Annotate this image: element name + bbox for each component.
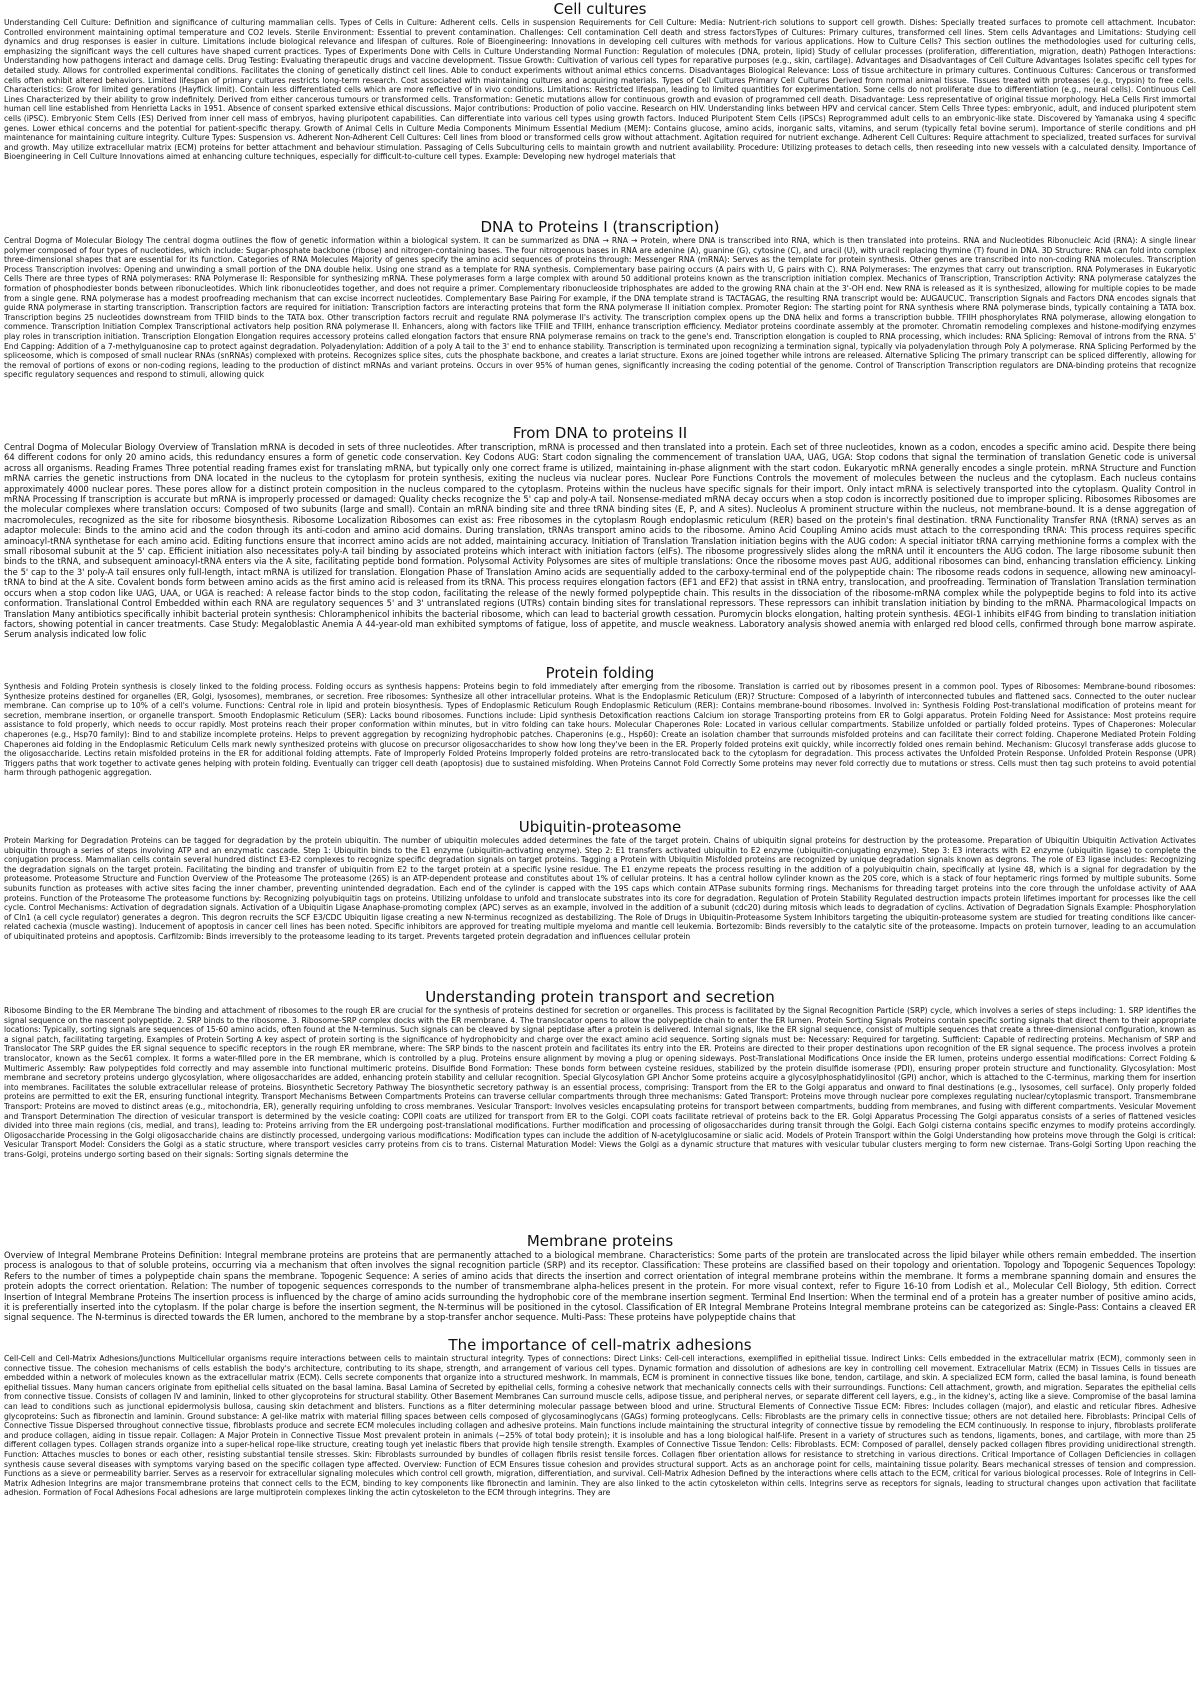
section-body: Ribosome Binding to the ER Membrane The binding and attachment of ribosomes to the rough ER are crucial for the synthesis of proteins destined for secretion or organelles. This process is facilitated by the Signal Recognition Particle (SRP) cycle, which involves a series of steps including: 1. SRP identifies the signal sequence on the nascent polypeptide. 2. SRP binds to the ribosome. 3. Ribosome-SRP complex docks with the ER membrane. 4. The translocator opens to allow the polypeptide chain to enter the ER lumen. Protein Sorting Signals Proteins contain specific sorting signals that direct them to their appropriate locations: Typically, sorting signals are sequences of 15-60 amino acids, often found at the N-terminus. Such signals can be cleaved by signal peptidase after a protein is delivered. Internal signals, like the ER signal sequence, consist of multiple sequences that create a three-dimensional configuration, known as a signal patch, facilitating targeting. Examples of Protein Sorting A key aspect of protein sorting is the significance of hydrophobicity and charge over the exact amino acid sequence. Sorting signals must be: Necessary: Required for targeting. Sufficient: Capable of redirecting proteins. Mechanism of SRP and Translocator The SRP guides the ER signal sequence to specific receptors in the rough ER membrane, where: The SRP binds to the nascent protein and facilitates its entry into the ER. Proteins are directed to their proper destinations upon recognition of the ER signal sequence. The process involves a protein translocator, known as the Sec61 complex. It forms a water-filled pore in the ER membrane, which is controlled by a plug. Proteins ensure alignment by moving a plug or opening sideways. Post-Translational Modifications Once inside the ER lumen, proteins undergo essential modifications: Correct Folding & Multimeric Assembly: Raw polypeptides fold correctly and may assemble into functional multimeric proteins. Disulfide Bond Formation: These bonds form between cysteine residues, stabilized by the protein disulfide isomerase (PDI), ensuring proper protein structure and functionality. Glycosylation: Most membrane and secretory proteins undergo glycosylation, where oligosaccharides are added, enhancing protein stability and cellular recognition. Special Glycosylation GPI Anchor Some proteins acquire a glycosylphosphatidylinositol (GPI) anchor, which is attached to the C-terminus, marking them for insertion into membranes. Facilitates the soluble extracellular release of proteins. Biosynthetic Secretory Pathway The biosynthetic secretory pathway is an essential process, comprising: Transport from the ER to the Golgi apparatus and onward to final destinations (e.g., lysosomes, cell surface). Only properly folded proteins are permitted to exit the ER, ensuring functional integrity. Transport Mechanisms Between Compartments Proteins can traverse cellular compartments through three mechanisms: Gated Transport: Proteins move through nuclear pore complexes regulating nuclear/cytoplasmic transport. Transmembrane Transport: Proteins are moved to distinct areas (e.g., mitochondria, ER), generally requiring unfolding to cross membranes. Vesicular Transport: Involves vesicles encapsulating proteins for transport between compartments, budding from membranes, and fusing with different compartments. Vesicular Movement and Transport Determination The direction of vesicular transport is determined by the vesicle coating: COPII coats are utilized for transport from ER to the Golgi. COPI coats facilitate retrieval of proteins back to the ER. Golgi Apparatus Processing The Golgi apparatus consists of a series of flattened vesicles divided into three main regions (cis, medial, and trans), leading to: Proteins arriving from the ER undergoing post-translational modifications. Further modification and processing of oligosaccharides during transit through the Golgi. Each Golgi cisterna contains specific enzymes to modify proteins accordingly. Oligosaccharide Processing in the Golgi oligosaccharide chains are distinctly processed, undergoing various modifications: Modification types can include the addition of N-acetylglucosamine or sialic acid. Models of Protein Transport within the Golgi Understanding how proteins move through the Golgi is critical: Vesicular Transport Model: Considers the Golgi as a static structure, where transport vesicles carry proteins from cis to trans. Cisternal Maturation Model: Views the Golgi as a dynamic structure that matures with vesicular tubular clusters merging to form new cisternae. Trans-Golgi Sorting Upon reaching the trans-Golgi, proteins undergo sorting based on their signals: Sorting signals determine the [4,1006,1196,1159]
section-body: Overview of Integral Membrane Proteins Definition: Integral membrane proteins are proteins that are permanently attached to a biological membrane. Characteristics: Some parts of the protein are translocated across the lipid bilayer while others remain embedded. The insertion process is analogous to that of soluble proteins, occurring via a mechanism that often involves the signal recognition particle (SRP) and its receptor. Classification: These proteins are classified based on their topology and orientation. Topology and Topogenic Sequences Topology: Refers to the number of times a polypeptide chain spans the membrane. Topogenic Sequence: A series of amino acids that directs the insertion and correct orientation of integral membrane proteins within the membrane. It forms a membrane spanning domain and ensures the protein adopts the correct orientation. Relation: The number of topogenic sequences corresponds to the number of transmembrane alpha-helices present in the protein. For more visual context, refer to Figure 16-10 from Lodish et al., Molecular Cell Biology, 5th edition. Correct Insertion of Integral Membrane Proteins The insertion process is influenced by the charge of amino acids surrounding the hydrophobic core of the membrane insertion segment. Terminal End Insertion: When the terminal end of a protein has a greater number of positive amino acids, it is preferentially inserted into the cytoplasm. If the polar charge is before the insertion segment, the N-terminus will be positioned in the cytosol. Classification of ER Integral Membrane Proteins Integral membrane proteins can be categorized as: Single-Pass: Contains a cleaved ER signal sequence. The N-terminus is directed towards the ER lumen, anchored to the membrane by a stop-transfer anchor sequence. Multi-Pass: These proteins have polypeptide chains that [4,1250,1196,1323]
section-protein-folding [4,664,1196,816]
section-body: Understanding Cell Culture: Definition and significance of culturing mammalian cells. Types of Cells in Culture: Adherent cells. Cells in suspension Requirements for Cell Culture: Media: Nutrient-rich solutions to support cell growth. Dishes: Specially treated surfaces to promote cell attachment. Incubator: Controlled environment maintaining optimal temperature and CO2 levels. Sterile Environment: Essential to prevent contamination. Challenges: Cell contamination Cell death and stress factorsTypes of Cultures: Primary cultures, transformed cell lines. Stem cells Advantages and Limitations: Studying cell dynamics and drug responses is easier in culture. Limitations include biological relevance and lifespan of cultures. Role of Bioengineering: Innovations in developing cell cultures with methods for various applications. How to Culture Cells? This section outlines the methodologies used for culturing cells, emphasizing the significant ways the cell cultures have shaped current practices. Types of Experiments Done with Cells in Culture Understanding Normal Function: Regulation of molecules (DNA, protein, lipid) Study of cellular processes (proliferation, differentiation, migration, death) Pathogen Interactions: Understanding how pathogens interact and damage cells. Drug Testing: Evaluating therapeutic drugs and vaccine development. Tissue Growth: Cultivation of various cell types for reparative purposes (e.g., skin, cartilage). Advantages and Disadvantages of Cell Culture Advantages Isolates specific cell types for detailed study. Allows for controlled experimental conditions. Facilitates the cloning of genetically distinct cell lines. Able to conduct experiments without animal ethics concerns. Disadvantages Biological Relevance: Loss of tissue architecture in primary cultures. Continuous Cultures: Cancerous or transformed cells often exhibit altered behaviors. Limited lifespan of primary cultures restricts long-term research. Cost associated with maintaining cultures and acquiring materials. Types of Cell Cultures Primary Cell Cultures Derived from normal animal tissue. Tissues treated with proteases (e.g., trypsin) to free cells. Characteristics: Grow for limited generations (Hayflick limit). Contain less differentiated cells which are more reflective of in vivo conditions. Limitations: Restricted lifespan, leading to limited quantities for experimentation. Some cells do not proliferate due to differentiation (e.g., neural cells). Continuous Cell Lines Characterized by their ability to grow indefinitely. Derived from either cancerous tumours or transformed cells. Transformation: Genetic mutations allow for continuous growth and evasion of programmed cell death. Disadvantage: Less representative of original tissue morphology. HeLa Cells First immortal human cell line established from Henrietta Lacks in 1951. Absence of consent sparked extensive ethical discussions. Major contributions: Production of polio vaccine. Research on HIV. Understanding links between HPV and cervical cancer. Stem Cells Three types: embryonic, adult, and induced pluripotent stem cells (iPSC). Embryonic Stem Cells (ES) Derived from inner cell mass of embryos, having pluripotent capabilities. Can differentiate into various cell types using growth factors. Induced Pluripotent Stem Cells (iPSCs) Reprogrammed adult cells to an embryonic-like state. Discovered by Yamanaka using 4 specific genes. Lower ethical concerns and the potential for patient-specific therapy. Growth of Animal Cells in Culture Media Components Minimum Essential Medium (MEM): Contains glucose, amino acids, inorganic salts, vitamins, and serum (typically fetal bovine serum). Importance of sterile conditions and pH maintenance for maintaining culture integrity. Culture Types: Suspension vs. Adherent Non-Adherent Cell Cultures: Cell lines from blood or transformed cells grow without attachment. Agitation required for nutrient exchange. Adherent Cell Cultures: Require attachment to specialized, treated surfaces for survival and growth. May utilize extracellular matrix (ECM) proteins for better attachment and behaviour stimulation. Passaging of Cells Subculturing cells to maintain growth and nutrient availability. Procedure: Utilizing proteases to detach cells, then reseeding into new vessels with a calculated density. Importance of Bioengineering in Cell Culture Innovations aimed at enhancing culture techniques, especially for difficult-to-culture cell types. Example: Developing new hydrogel materials that [4,18,1196,162]
section-body: Synthesis and Folding Protein synthesis is closely linked to the folding process. Folding occurs as synthesis happens: Proteins begin to fold immediately after emerging from the ribosome. Translation is carried out by ribosomes present in a common pool. Types of Ribosomes: Membrane-bound ribosomes: Synthesize proteins destined for organelles (ER, Golgi, lysosomes), membranes, or secretion. Free ribosomes: Synthesize all other intracellular proteins. What is the Endoplasmic Reticulum (ER)? Structure: Composed of a labyrinth of interconnected tubules and flattened sacs. Connected to the outer nuclear membrane. Can comprise up to 10% of a cell's volume. Functions: Central role in lipid and protein biosynthesis. Types of Endoplasmic Reticulum Rough Endoplasmic Reticulum (RER): Contains membrane-bound ribosomes. Involved in: Synthesis Folding Post-translational modification of proteins meant for secretion, membrane insertion, or organelle transport. Smooth Endoplasmic Reticulum (SER): Lacks bound ribosomes. Functions include: Lipid synthesis Detoxification reactions Calcium ion storage Transporting proteins from ER to Golgi apparatus. Protein Folding Need for Assistance: Most proteins require assistance to fold properly, which needs to occur rapidly. Most proteins reach their proper conformation within minutes, but in vitro folding can take hours. Molecular Chaperones Role: Located in various cellular compartments. Stabilize unfolded or partially folded proteins. Types of Chaperones: Molecular chaperones (e.g., Hsp70 family): Bind to and stabilize incomplete proteins. Helps to prevent aggregation by recognizing hydrophobic patches. Chaperonins (e.g., Hsp60): Create an isolation chamber that surrounds misfolded proteins and can facilitate their correct folding. Chaperone Mediated Protein Folding Chaperones aid folding in the Endoplasmic Reticulum Cells mark newly synthesized proteins with glucose on precursor oligosaccharides to show how long they've been in the ER. Properly folded proteins exit quickly, while incorrectly folded ones remain behind. Mechanism: Glucosyl transferase adds glucose to the oligosaccharide. Lectins retain misfolded proteins in the ER for additional folding attempts. Fate of Improperly Folded Proteins Improperly folded proteins are retro-translocated back to the cytoplasm for degradation. This process activates the Unfolded Protein Response. Unfolded Protein Response (UPR) Triggers paths that work together to activate genes helping with protein folding. Eventually can trigger cell death (apoptosis) due to sustained misfolding. When Proteins Cannot Fold Correctly Some proteins may never fold correctly due to mutations or stress. Cells must then tag such proteins to avoid potential harm through pathogenic aggregation. [4,682,1196,778]
section-cell-cultures [4,0,1196,220]
section-translation [4,424,1196,664]
section-ubiquitin [4,818,1196,984]
section-cell-matrix [4,1336,1196,1694]
section-title: Protein folding [545,664,655,682]
section-title: Ubiquitin-proteasome [518,818,682,836]
section-body: Central Dogma of Molecular Biology Overview of Translation mRNA is decoded in sets of three nucleotides. After transcription, mRNA is processed and then translated into a protein. Each set of three nucleotides, known as a codon, encodes a specific amino acid. Despite there being 64 different codons for only 20 amino acids, this redundancy ensures a form of genetic code conservation. Key Codons AUG: Start codon signaling the commencement of translation UAA, UAG, UGA: Stop codons that signal the termination of translation Genetic code is universal across all organisms. Reading Frames Three potential reading frames exist for translating mRNA, but typically only one correct frame is utilized, maintaining in-phase alignment with the start codon. Eukaryotic mRNA generally encodes a single protein. mRNA Structure and Function mRNA carries the genetic instructions from DNA located in the nucleus to the cytoplasm for protein synthesis, exiting the nucleus via nuclear pores. Nuclear Pore Functions Controls the movement of molecules between the nucleus and the cytoplasm. Each nucleus contains approximately 4000 nuclear pores. These pores allow for a distinct protein composition in the nucleus compared to the cytoplasm. Proteins within the nucleus have specific signals for their import. Only intact mRNA is selectively transported into the cytoplasm. Quality Control in mRNA Processing If transcription is accurate but mRNA is improperly processed or damaged: Quality checks recognize the 5' cap and poly-A tail. Nonsense-mediated mRNA decay occurs when a stop codon is incorrectly positioned due to improper splicing. Ribosomes Ribosomes are the molecular complexes where translation occurs: Composed of two subunits (large and small). Contain an mRNA binding site and three tRNA binding sites (E, P, and A sites). Nucleolus A prominent structure within the nucleus, not membrane-bound. It is a dense aggregation of macromolecules, recognized as the site for ribosome biosynthesis. Ribosome Localization Ribosomes can exist as: Free ribosomes in the cytoplasm Rough endoplasmic reticulum (RER) based on the protein's final destination. tRNA Functionality Transfer RNA (tRNA) serves as an adaptor molecule: Binds to the amino acid and the codon through its anti-codon and amino acid domains. During translation, tRNAs transport amino acids to the ribosome. Amino Acid Coupling Amino acids must attach to the corresponding tRNA: This process requires specific aminoacyl-tRNA synthetase for each amino acid. Editing functions ensure that incorrect amino acids are not added, maintaining accuracy. Initiation of Translation Translation initiation begins with the AUG codon: A special initiator tRNA carrying methionine forms a complex with the small ribosomal subunit at the 5' cap. Efficient initiation also necessitates poly-A tail binding by associated proteins which interact with initiation factors (eIFs). The ribosome progressively slides along the mRNA until it encounters the AUG codon. The large ribosome subunit then binds to the tRNA, and subsequent aminoacyl-tRNA enters via the A site, facilitating peptide bond formation. Polysomal Activity Polysomes are sites of multiple translations: Once the ribosome moves past AUG, additional ribosomes can bind, enhancing translation efficiency. Linking the 5' cap to the 3' poly-A tail ensures only full-length, intact mRNA is utilized for translation. Elongation Phase of Translation Amino acids are sequentially added to the carboxy-terminal end of the polypeptide chain: The ribosome reads codons in sequence, allowing new aminoacyl-tRNA to bind at the A site. Covalent bonds form between amino acids as the first amino acid is released from its tRNA. This process requires elongation factors (EF1 and EF2) that assist in tRNA entry, translocation, and proofreading. Termination of Translation Translation termination occurs when a stop codon like UAG, UAA, or UGA is reached: A release factor binds to the stop codon, facilitating the release of the newly formed polypeptide chain. This results in the dissociation of the ribosome-mRNA complex while the polypeptide begins to fold into its active conformation. Translational Control Embedded within each RNA are regulatory sequences 5' and 3' untranslated regions (UTRs) contain binding sites for translational repressors. These repressors can inhibit translation initiation by binding to the mRNA. Pharmacological Impacts on Translation Many antibiotics specifically inhibit bacterial protein synthesis: Chloramphenicol inhibits the bacterial ribosome, which can lead to bacterial growth cessation. Puromycin blocks elongation, halting protein synthesis. 4EGI-1 inhibits eIF4G from binding to translation initiation factors, showing potential in cancer treatments. Case Study: Megaloblastic Anemia A 44-year-old man exhibited symptoms of fatigue, loss of appetite, and muscle weakness. Laboratory analysis showed anemia with enlarged red blood cells, confirmed through bone marrow aspirate. Serum analysis indicated low folic [4,442,1196,640]
section-protein-transport [4,988,1196,1228]
section-title: DNA to Proteins I (transcription) [480,218,720,236]
section-body: Protein Marking for Degradation Proteins can be tagged for degradation by the protein ubiquitin. The number of ubiquitin molecules added determines the fate of the target protein. Chains of ubiquitin signal proteins for destruction by the proteasome. Preparation of Ubiquitin Ubiquitin Activation Activates ubiquitin through a series of steps involving ATP and an enzymatic cascade. Step 1: Ubiquitin binds to the E1 enzyme (ubiquitin-activating enzyme). Step 2: E1 transfers activated ubiquitin to E2 enzyme (ubiquitin-conjugating enzyme). Step 3: E3 interacts with E2 enzyme (ubiquitin ligase) to complete the conjugation process. Mammalian cells contain several hundred distinct E3-E2 complexes to recognize specific degradation signals on target proteins. Tagging a Protein with Ubiquitin Misfolded proteins are recognized by unique degradation signals known as degrons. The role of E3 ligase includes: Recognizing the degradation signals on the target protein. Facilitating the binding and transfer of ubiquitin from E2 to the target protein at a specific lysine residue. The E1 enzyme repeats the process resulting in the addition of a polyubiquitin chain, specifically at lysine 48, which is a signal for degradation by the proteasome. Proteasome Structure and Function Overview of the Proteasome The proteasome (26S) is an ATP-dependent protease and constitutes about 1% of cellular proteins. It has a central hollow cylinder known as the 20S core, which is a stack of four heptameric rings formed by multiple subunits. Some subunits function as proteases with active sites facing the inner chamber, preventing unintended degradation. Each end of the cylinder is capped with the 19S caps which contain ATPase subunits forming rings. Mechanisms for threading target proteins into the core through the unfoldase activity of AAA proteins. Function of the Proteasome The proteasome functions by: Recognizing polyubiquitin tags on proteins. Utilizing unfoldase to unfold and translocate substrates into its core for degradation. Regulation of Protein Stability Regulated destruction impacts protein lifetimes important for processes like the cell cycle. Control Mechanisms: Activation of degradation signals. Activation of a Ubiquitin Ligase Anaphase-promoting complex (APC) serves as an example, involved in the addition of a subunit (cdc20) during mitosis which leads to degradation of cyclins. Activation of Degradation Signals Example: Phosphorylation of Cln1 (a cell cycle regulator) generates a degron. This degron recruits the SCF E3/CDC Ubiquitin ligase creating a new N-terminus recognized as destabilizing. The Role of Drugs in Ubiquitin-Proteasome System Inhibitors targeting the ubiquitin-proteasome system are studied for treating conditions like cancer-related cachexia (muscle wasting). Inducement of apoptosis in cancer cell lines has been noted. Specific inhibitors are approved for treating multiple myeloma and mantle cell leukemia. Bortezomib: Binds reversibly to the catalytic site of the proteasome. Impacts on protein turnover, leading to an accumulation of ubiquitinated proteins and apoptosis. Carfilzomib: Binds irreversibly to the proteasome leading to its target. Prevents targeted protein degradation and influences cellular protein [4,836,1196,941]
section-title: Membrane proteins [526,1232,674,1250]
section-title: Cell cultures [553,0,647,18]
section-title: Understanding protein transport and secretion [425,988,775,1006]
section-title: The importance of cell-matrix adhesions [448,1336,752,1354]
section-body: Cell-Cell and Cell-Matrix Adhesions/Junctions Multicellular organisms require interactions between cells to maintain structural integrity. Types of connections: Direct Links: Cell-cell interactions, exemplified in epithelial tissue. Indirect Links: Cells embedded in the extracellular matrix (ECM), commonly seen in connective tissue. The cohesion mechanisms of cells establish the body's architecture, contributing to its shape, strength, and arrangement of various cell types. Dynamic formation and dissolution of adhesions are key in controlling cell movement. Extracellular Matrix (ECM) in Tissues Cells in tissues are embedded within a network of molecules known as the extracellular matrix (ECM). Cells secrete components that organize into a structured meshwork. In mammals, ECM is prominent in connective tissues like bone, tendon, cartilage, and skin. A specialized ECM form, called the basal lamina, is found beneath epithelial tissues. Many human cancers originate from epithelial cells situated on the basal lamina. Basal Lamina of Secreted by epithelial cells, forming a cohesive network that mechanically connects cells with their surroundings. Functions: Cell attachment, growth, and migration. Separates the epithelial cells from connective tissue. Consists of collagen IV and laminin, linked to other glycoproteins for structural stability. Other Basement Membranes Can surround muscle cells, adipose tissue, and peripheral nerves, or separate different cell layers, e.g., in the kidney's, acting like a sieve. Compromise of the basal lamina can lead to conditions such as junctional epidermolysis bullosa, causing skin detachment and blisters. Functions as a filter determining molecular passage between blood and urine. Structural Elements of Connective Tissue ECM: Fibres: Includes collagen (major), and elastic and reticular fibres. Adhesive glycoproteins: Such as fibronectin and laminin. Ground substance: A gel-like matrix with material filling spaces between cells composed of glycosaminoglycans (GAGs) forming proteoglycans. Cells: Fibroblasts are the primary cells in connective tissue; others are not detailed here. Fibroblasts: Principal Cells of Connective Tissue Dispersed throughout connective tissue, fibroblasts produce and secrete ECM molecules including collagen and adhesive proteins. Main functions include maintaining the structural integrity of connective tissue by remodeling the ECM continuously. In response to injury, fibroblasts proliferate and produce collagen, aiding in tissue repair. Collagen: A Major Protein in Connective Tissue Most prevalent protein in animals (~25% of total body protein); it is insoluble and has a long biological half-life. Present in a variety of structures such as tendons, ligaments, bones, and cartilage, with more than 25 different collagen types. Collagen strands organize into a super-helical rope-like structure, creating tough yet inelastic fibers that provide high tensile strength. Examples of Connective Tissue Tendon: Cells: Fibroblasts. ECM: Composed of parallel, densely packed collagen fibres providing unidirectional strength. Function: Attaches muscles to bones or each other, resisting substantial tensile stresses. Skin: Fibroblasts surrounded by bundles of collagen fibrils resist tensile forces. Collagen fiber orientation allows for resistance to stretching in various directions. Critical Importance of Collagen Deficiencies in collagen synthesis cause several diseases with symptoms varying based on the specific collagen type affected. Overview: Function of ECM Ensures tissue cohesion and provides structural support. Acts as an anchorage point for cells, maintaining tissue polarity. Bears mechanical stresses of tension and compression. Functions as a sieve or permeability barrier. Serves as a reservoir for extracellular signaling molecules which control cell growth, migration, differentiation, and survival. Cell-Matrix Adhesion Defined by the interactions where cells attach to the ECM, critical for various biological processes. Role of Integrins in Cell-Matrix Adhesion Integrins are major transmembrane proteins that connect cells to the ECM, binding to key components like fibronectin and laminin. They are also linked to the actin cytoskeleton within cells. Integrins serve as receptors for signals, leading to structural changes upon activation that facilitate adhesion. Formation of Focal Adhesions Focal adhesions are large multiprotein complexes linking the actin cytoskeleton to the ECM through integrins. They are [4,1354,1196,1498]
section-membrane-proteins [4,1232,1196,1332]
section-body: Central Dogma of Molecular Biology The central dogma outlines the flow of genetic information within a biological system. It can be summarized as DNA → RNA → Protein, where DNA is transcribed into RNA, which is then translated into proteins. RNA and Nucleotides Ribonucleic Acid (RNA): A single linear polymer composed of four types of nucleotides, which include: Sugar-phosphate backbone (ribose) and nitrogen-containing bases. The four nitrogenous bases in RNA are adenine (A), guanine (G), cytosine (C), and uracil (U), with uracil replacing thymine (T) found in DNA. 3D Structure: RNA can fold into complex three-dimensional shapes that are essential for its function. Categories of RNA Molecules Majority of genes specify the amino acid sequences of proteins through: Messenger RNA (mRNA): Serves as the template for protein synthesis. Other genes are transcribed into non-coding RNA molecules. Transcription Process Transcription involves: Opening and unwinding a small portion of the DNA double helix. Using one strand as a template for RNA synthesis. Complementary base pairing occurs (A pairs with U, G pairs with C). RNA Polymerases: The enzymes that carry out transcription. RNA Polymerases in Eukaryotic Cells There are three types of RNA polymerases: RNA Polymerase II: Responsible for synthesizing mRNA. These polymerases form a large complex with around 50 additional proteins known as the transcription initiation complex. Mechanics of Transcription, Transcription Activity: RNA polymerase catalyzes the formation of phosphodiester bonds between ribonucleotides. Which link ribonucleotides together, and does not require a primer. Complementary ribonucleoside triphosphates are added to the growing RNA chain at the 3'-OH end. New RNA is released as it is synthesized, allowing for multiple copies to be made from a single gene. RNA polymerase has a modest proofreading mechanism that can excise incorrect nucleotides. Complementary Base Pairing For example, if the DNA template strand is TACTAGAG, the resulting RNA transcript would be: AUGAUCUC. Transcription Signals and Factors DNA encodes signals that guide RNA polymerase in starting transcription. Transcription factors are required for initiation: Transcription factors are interacting proteins that form the RNA polymerase II initiation complex. Promoter Region: The starting point for RNA synthesis where RNA polymerase binds, typically containing a TATA box. Transcription begins 25 nucleotides downstream from TFIID binds to the TATA box. Other transcription factors recruit and regulate RNA polymerase II's activity. The transcription complex opens up the DNA helix and forms a transcription bubble. TFIIH phosphorylates RNA polymerase, allowing elongation to commence. Transcription Initiation Complex Transcriptional activators help position RNA polymerase II. Enhancers, along with factors like TFIIE and TFIIH, enhance transcription efficiency. Mediator proteins coordinate assembly at the promoter. Chromatin remodeling complexes and histone-modifying enzymes play roles in transcription initiation. Transcription Elongation Elongation requires accessory proteins called elongation factors that ensure RNA polymerase remains on track to the gene's end. Transcription elongation is coupled to RNA processing, which includes: RNA Splicing: Removal of introns from the RNA. 5' End Capping: Addition of a 7-methylguanosine cap to protect against degradation. Polyadenylation: Addition of a poly A tail to the 3' end to enhance stability. Transcription is terminated upon recognizing a termination signal, typically via polyadenylation through Poly A polymerase. RNA Splicing Performed by the spliceosome, which is composed of small nuclear RNAs (snRNAs) complexed with proteins. Recognizes splice sites, cuts the phosphate backbone, and creates a lariat structure. Exons are joined together while introns are released. Alternative Splicing The primary transcript can be spliced differently, allowing for the removal of portions of exons or non-coding regions, leading to the production of distinct mRNAs and variant proteins. Occurs in over 95% of human genes, significantly increasing the coding potential of the genome. Control of Transcription Transcription regulators are DNA-binding proteins that recognize specific regulatory sequences and respond to stimuli, allowing quick [4,236,1196,380]
section-transcription [4,218,1196,422]
section-title: From DNA to proteins II [512,424,688,442]
